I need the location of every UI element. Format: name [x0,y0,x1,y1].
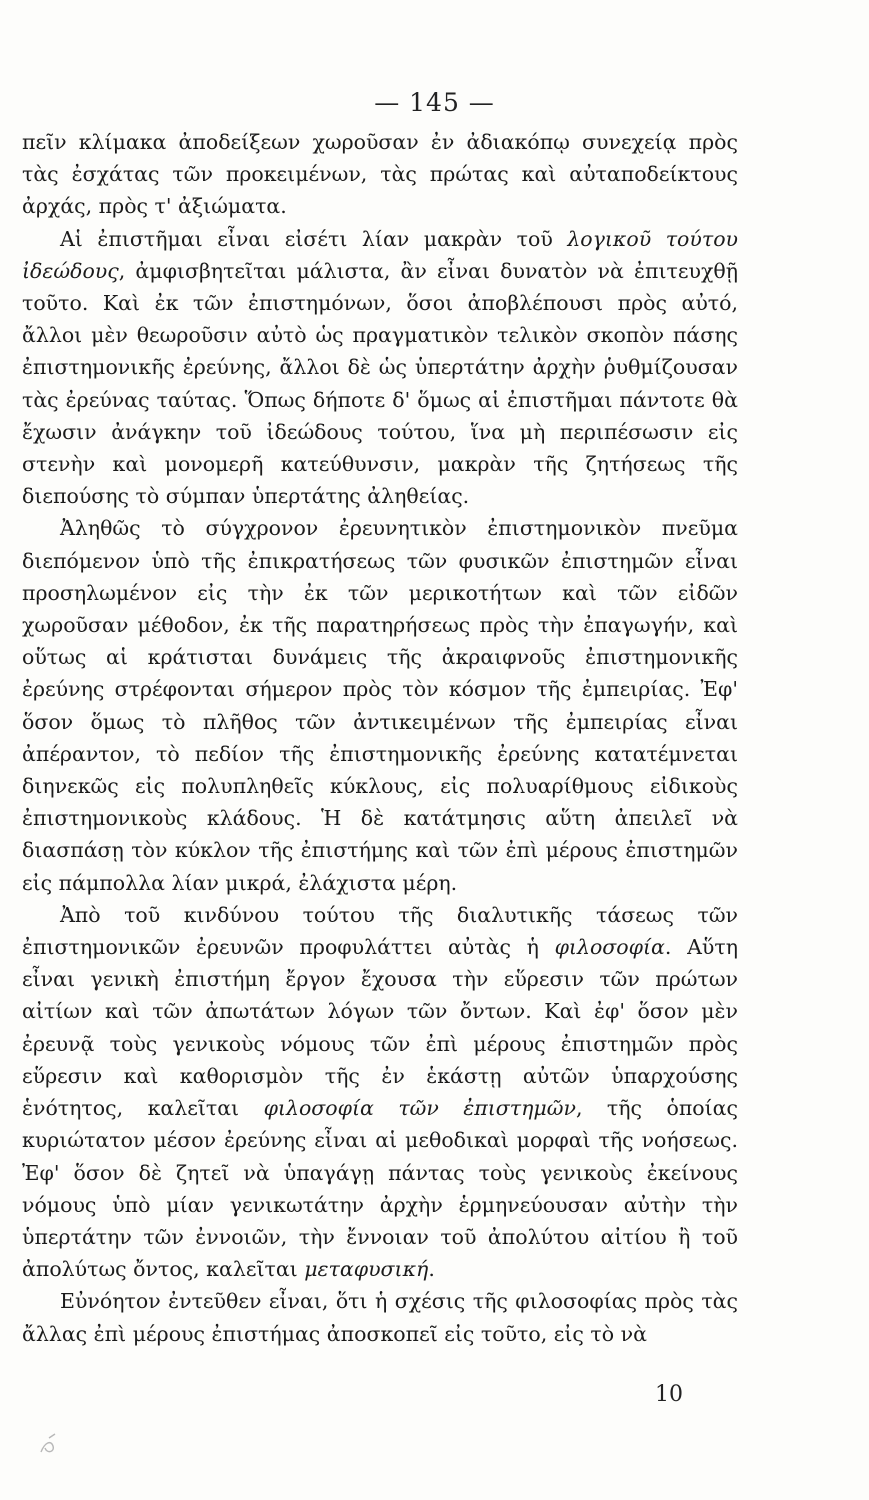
paragraph-sciences-ideal [22,223,738,513]
text-run: Ἀπὸ τοῦ κινδύνου τούτου τῆς διαλυτικῆς τάσεως τῶν ἐπιστημονικῶν ἐρευνῶν προφυλάττει αὐτὰς ἡ [22,902,738,960]
italic-run: φιλοσοφία [554,935,665,960]
paragraph-relation: Εὐνόητον ἐντεῦθεν εἶναι, ὅτι ἡ σχέσις τῆς φιλοσοφίας πρὸς τὰς ἄλλας ἐπὶ μέρους ἐπιστήμας ἀποσκοπεῖ εἰς τοῦτο, εἰς τὸ νὰ [22,1289,738,1346]
italic-run: μεταφυσική [304,1257,429,1282]
paragraph-philosophy [22,899,738,1285]
text-run: , ἀμφισβητεῖται μάλιστα, ἂν εἶναι δυνατὸν νὰ ἐπιτευχθῇ τοῦτο. Καὶ ἐκ τῶν ἐπιστημόνων, ὅσοι ἀποβλέπουσι πρὸς αὐτό, ἄλλοι μὲν θεωροῦσιν αὐτὸ ὡς πραγματικὸν τελικὸν σκοπὸν πάσης ἐπιστημονικῆς ἐρεύνης, ἄλλοι δὲ ὡς ὑπερτάτην ἀρχὴν ῥυθμίζουσαν τὰς ἐρεύνας ταύτας. Ὅπως δήποτε δ' ὅμως αἱ ἐπιστῆμαι πάντοτε θὰ ἔχωσιν ἀνάγκην τοῦ ἰδεώδους τούτου, ἵνα μὴ περιπέσωσιν εἰς στενὴν καὶ μονομερῆ κατεύθυνσιν, μακρὰν τῆς ζητήσεως τῆς διεπούσης τὸ σύμπαν ὑπερτάτης ἀληθείας. [22,258,738,509]
page-number-header: — 145 — [374,88,495,117]
text-run: . [428,1257,435,1282]
italic-run: λογικοῦ τούτου ἰδεώδους [22,226,738,283]
pencil-mark-icon [35,1430,65,1460]
paragraph-continuation: πεῖν κλίμακα ἀποδείξεων χωροῦσαν ἐν ἀδιακόπῳ συνεχείᾳ πρὸς τὰς ἐσχάτας τῶν προκειμένων, τὰς πρώτας καὶ αὐταποδείκτους ἀρχάς, πρὸς τ' ἀξιώματα. [22,130,738,219]
text-run: , τῆς ὁποίας κυριώτατον μέσον ἐρεύνης εἶναι αἱ μεθοδικαὶ μορφαὶ τῆς νοήσεως. Ἐφ' ὅσον δὲ ζητεῖ νὰ ὑπαγάγῃ πάντας τοὺς γενικοὺς ἐκείνους νόμους ὑπὸ μίαν γενικωτάτην ἀρχὴν ἑρμηνεύουσαν αὐτὴν τὴν ὑπερτάτην τῶν ἐννοιῶν, τὴν ἔννοιαν τοῦ ἀπολύτου αἰτίου ἢ τοῦ ἀπολύτως ὄντος, καλεῖται [22,1096,738,1282]
body-text [22,126,738,1350]
text-run: . Αὕτη εἶναι γενικὴ ἐπιστήμη ἔργον ἔχουσα τὴν εὕρεσιν τῶν πρώτων αἰτίων καὶ τῶν ἀπωτάτων λόγων τῶν ὄντων. Καὶ ἐφ' ὅσον μὲν ἐρευνᾷ τοὺς γενικοὺς νόμους τῶν ἐπὶ μέρους ἐπιστημῶν πρὸς εὕρεσιν καὶ καθορισμὸν τῆς ἐν ἑκάστῃ αὐτῶν ὑπαρχούσης ἑνότητος, καλεῖται [22,935,738,1121]
italic-run: φιλοσοφία τῶν ἐπιστημῶν [263,1096,576,1121]
text-run: Αἱ ἐπιστῆμαι εἶναι εἰσέτι λίαν μακρὰν τοῦ [60,226,568,251]
signature-number: 10 [655,1382,683,1407]
paragraph-modern-spirit: Ἀληθῶς τὸ σύγχρονον ἐρευνητικὸν ἐπιστημονικὸν πνεῦμα διεπόμενον ὑπὸ τῆς ἐπικρατήσεως τῶν φυσικῶν ἐπιστημῶν εἶναι προσηλωμένον εἰς τὴν ἐκ τῶν μερικοτήτων καὶ τῶν εἰδῶν χωροῦσαν μέθοδον, ἐκ τῆς παρατηρήσεως πρὸς τὴν ἐπαγωγήν, καὶ οὕτως αἱ κράτισται δυνάμεις τῆς ἀκραιφνοῦς ἐπιστημονικῆς ἐρεύνης στρέφονται σήμερον πρὸς τὸν κόσμον τῆς ἐμπειρίας. Ἐφ' ὅσον ὅμως τὸ πλῆθος τῶν ἀντικειμένων τῆς ἐμπειρίας εἶναι ἀπέραντον, τὸ πεδίον τῆς ἐπιστημονικῆς ἐρεύνης κατατέμνεται διηνεκῶς εἰς πολυπληθεῖς κύκλους, εἰς πολυαρίθμους εἰδικοὺς ἐπιστημονικοὺς κλάδους. Ἡ δὲ κατάτμησις αὕτη ἀπειλεῖ νὰ διασπάσῃ τὸν κύκλον τῆς ἐπιστήμης καὶ τῶν ἐπὶ μέρους ἐπιστημῶν εἰς πάμπολλα λίαν μικρά, ἐλάχιστα μέρη. [22,516,738,895]
